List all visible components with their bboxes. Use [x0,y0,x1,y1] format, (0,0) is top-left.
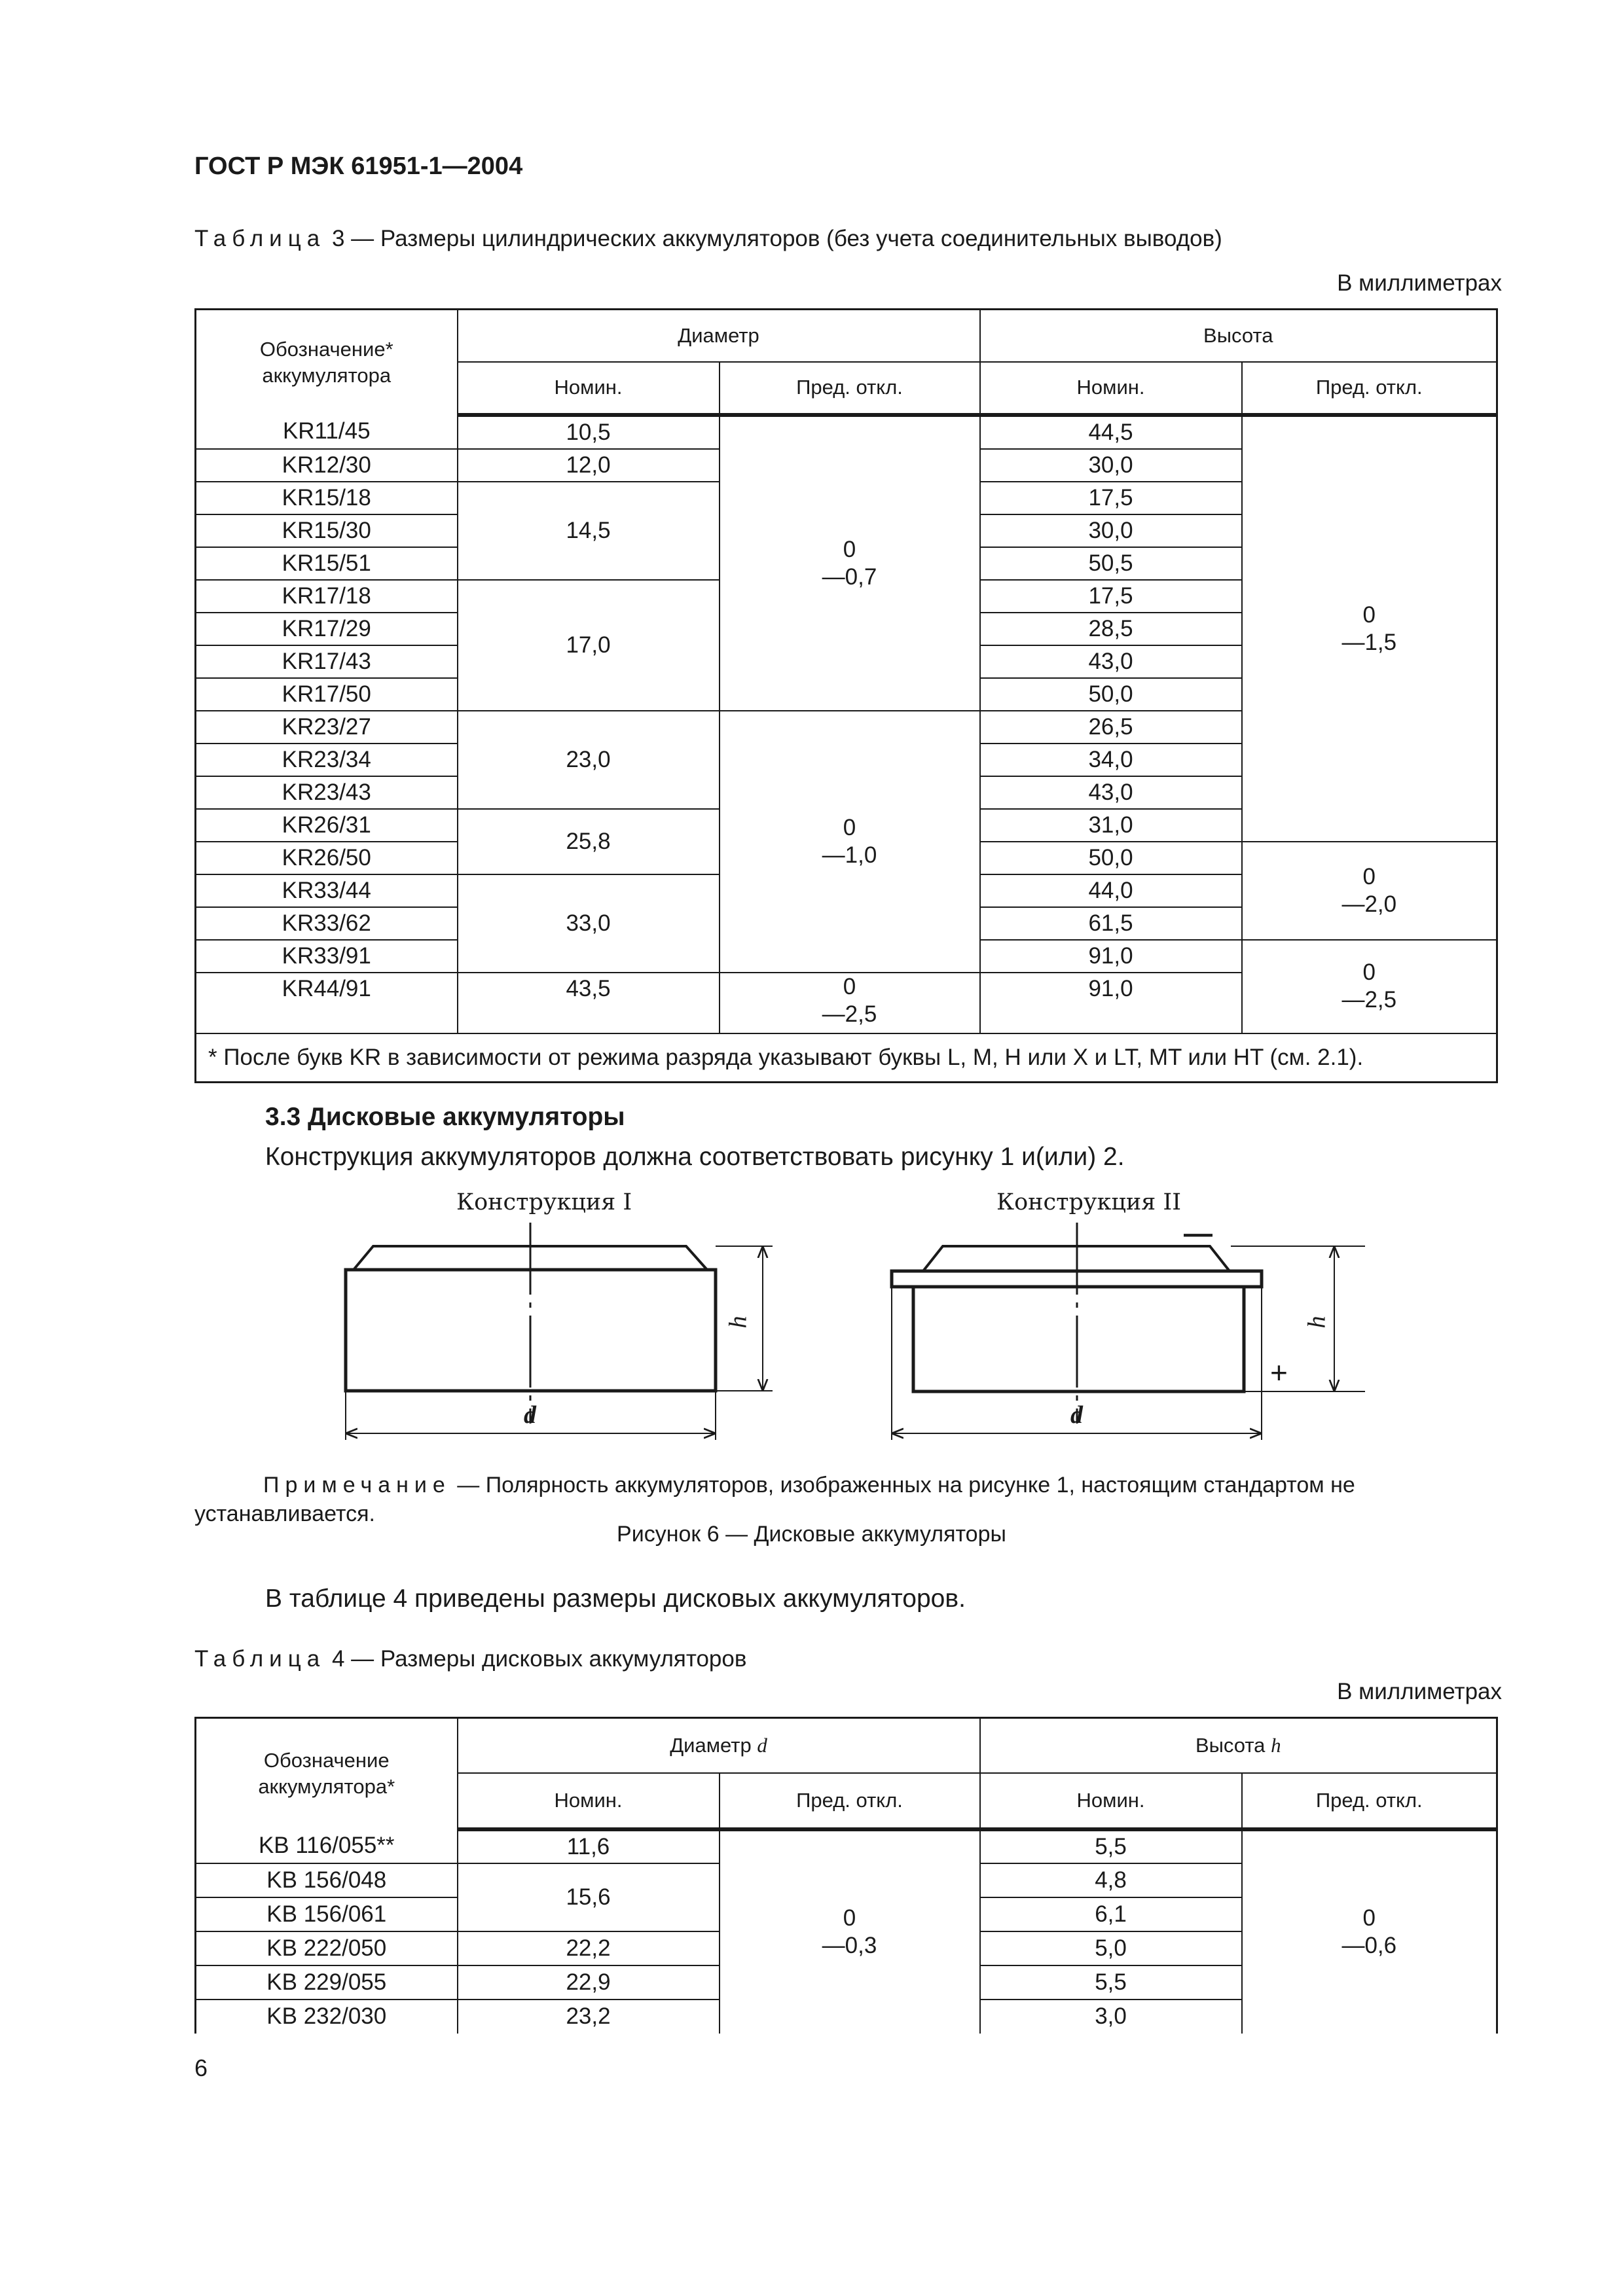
minus-terminal-icon: — [1184,1217,1213,1249]
table3-footnote: * После букв KR в зависимости от режима разряда указывают буквы L, M, H или X и LT, MT или HT (см. 2.1). [196,1033,1497,1083]
table-row: KR23/43 [196,776,458,809]
table4-label: Таблица [194,1646,326,1672]
construction-2-drawing [892,1223,1365,1440]
header-designation: Обозначение* аккумулятора [196,310,458,415]
height-nominal-cell: 44,5 [980,415,1242,449]
table-row: KR26/50 [196,842,458,874]
height-nominal-cell: 91,0 [980,940,1242,973]
tolerance-upper: 0 [843,1905,856,1931]
construction-1-label: Конструкция I [456,1189,632,1215]
diameter-nominal-cell: 14,5 [458,482,720,580]
height-label-2: h [1303,1316,1331,1329]
height-nominal-cell: 28,5 [980,613,1242,645]
height-nominal-cell: 17,5 [980,580,1242,613]
header-height-symbol: h [1271,1733,1281,1757]
height-nominal-cell: 3,0 [980,2000,1242,2034]
height-nominal-cell: 5,5 [980,1829,1242,1863]
note-label: Примечание [263,1473,451,1498]
table-row: KB 232/030 [196,2000,458,2034]
height-nominal-cell: 43,0 [980,645,1242,678]
diameter-nominal-cell: 23,0 [458,711,720,809]
table-row: KB 156/061 [196,1897,458,1931]
header-height [980,1718,1497,1773]
header-diameter-tolerance: Пред. откл. [720,362,980,415]
table-row: KR23/34 [196,744,458,776]
table4 [194,1717,1498,2034]
table-row: KR44/91 [196,973,458,1033]
construction-2-label: Конструкция II [996,1189,1182,1215]
diameter-nominal-cell: 33,0 [458,874,720,973]
diameter-nominal-cell: 15,6 [458,1863,720,1931]
header-diameter-symbol: d [757,1733,767,1757]
table-row: KR33/44 [196,874,458,907]
diameter-tolerance-cell [720,1829,980,2034]
table-row: KB 229/055 [196,1965,458,2000]
height-nominal-cell: 61,5 [980,907,1242,940]
table-row: KR15/18 [196,482,458,514]
tolerance-upper: 0 [843,814,856,840]
header-diameter-label: Диаметр [670,1733,752,1757]
header-height-nominal: Номин. [980,1773,1242,1829]
header-diameter-nominal: Номин. [458,362,720,415]
table-row: KR33/62 [196,907,458,940]
table-row: KR17/50 [196,678,458,711]
figure-caption: Рисунок 6 — Дисковые аккумуляторы [617,1522,1006,1547]
section-title: 3.3 Дисковые аккумуляторы [265,1103,625,1131]
document-header: ГОСТ Р МЭК 61951-1—2004 [194,152,523,180]
table4-units: В миллиметрах [1337,1679,1502,1704]
diameter-nominal-cell: 22,2 [458,1931,720,1965]
table-row: KR33/91 [196,940,458,973]
tolerance-lower: —1,5 [1341,629,1397,655]
table-row: KR17/43 [196,645,458,678]
tolerance-upper: 0 [843,973,856,999]
height-label-1: h [724,1316,752,1329]
note-text: — Полярность аккумуляторов, изображенных на рисунке 1, настоящим стандартом не устанавливается. [194,1473,1355,1526]
diameter-nominal-cell: 10,5 [458,415,720,449]
diameter-label-1: d [524,1401,536,1429]
header-height-tolerance: Пред. откл. [1242,362,1497,415]
table-row: KB 116/055** [196,1829,458,1863]
height-nominal-cell: 30,0 [980,449,1242,482]
figure-note [194,1471,1497,1528]
tolerance-upper: 0 [1362,1905,1376,1931]
tolerance-lower: —0,6 [1341,1933,1397,1958]
tolerance-upper: 0 [1362,601,1376,628]
page-number: 6 [194,2054,208,2081]
height-nominal-cell: 30,0 [980,514,1242,547]
height-nominal-cell: 6,1 [980,1897,1242,1931]
height-nominal-cell: 5,5 [980,1965,1242,2000]
table-row: KB 156/048 [196,1863,458,1897]
diameter-label-2: d [1070,1401,1083,1429]
height-tolerance-cell [1242,1829,1497,2034]
tolerance-lower: —2,5 [822,1001,877,1027]
height-nominal-cell: 50,0 [980,678,1242,711]
construction-1-drawing [346,1223,773,1440]
header-height-nominal: Номин. [980,362,1242,415]
table4-caption [194,1646,746,1672]
table3-label: Таблица [194,226,326,251]
table-row: KR17/18 [196,580,458,613]
height-nominal-cell: 26,5 [980,711,1242,744]
header-diameter-nominal: Номин. [458,1773,720,1829]
height-nominal-cell: 34,0 [980,744,1242,776]
table4-intro: В таблице 4 приведены размеры дисковых аккумуляторов. [265,1585,966,1613]
height-nominal-cell: 31,0 [980,809,1242,842]
header-diameter: Диаметр [458,310,980,362]
height-nominal-cell: 50,0 [980,842,1242,874]
tolerance-upper: 0 [1362,960,1376,985]
table-row: KR17/29 [196,613,458,645]
table4-title: 4 — Размеры дисковых аккумуляторов [331,1646,747,1672]
header-height-tolerance: Пред. откл. [1242,1773,1497,1829]
header-diameter [458,1718,980,1773]
header-designation: Обозначение аккумулятора* [196,1718,458,1829]
plus-terminal-icon: + [1270,1355,1288,1390]
header-height-label: Высота [1195,1733,1266,1757]
height-nominal-cell: 4,8 [980,1863,1242,1897]
table-row: KR15/30 [196,514,458,547]
diameter-nominal-cell: 43,5 [458,973,720,1033]
header-diameter-tolerance: Пред. откл. [720,1773,980,1829]
table-row: KB 222/050 [196,1931,458,1965]
diameter-nominal-cell: 22,9 [458,1965,720,2000]
height-nominal-cell: 17,5 [980,482,1242,514]
table-row: KR11/45 [196,415,458,449]
table-row: KR23/27 [196,711,458,744]
tolerance-upper: 0 [1362,863,1376,889]
diameter-nominal-cell: 17,0 [458,580,720,711]
tolerance-lower: —1,0 [822,842,877,868]
height-nominal-cell: 91,0 [980,973,1242,1033]
diameter-nominal-cell: 12,0 [458,449,720,482]
diameter-nominal-cell: 11,6 [458,1829,720,1863]
tolerance-lower: —2,0 [1341,891,1397,917]
tolerance-lower: —0,7 [822,564,877,590]
diameter-nominal-cell: 25,8 [458,809,720,874]
height-nominal-cell: 50,5 [980,547,1242,580]
diameter-nominal-cell: 23,2 [458,2000,720,2034]
tolerance-lower: —0,3 [822,1933,877,1958]
table3-title: 3 — Размеры цилиндрических аккумуляторов (без учета соединительных выводов) [331,226,1222,251]
tolerance-lower: —2,5 [1341,987,1397,1013]
header-height: Высота [980,310,1497,362]
table3-units: В миллиметрах [1337,270,1502,296]
table-row: KR15/51 [196,547,458,580]
section-text: Конструкция аккумуляторов должна соответствовать рисунку 1 и(или) 2. [265,1143,1125,1171]
height-nominal-cell: 43,0 [980,776,1242,809]
height-nominal-cell: 44,0 [980,874,1242,907]
height-nominal-cell: 5,0 [980,1931,1242,1965]
tolerance-upper: 0 [843,536,856,562]
table-row: KR12/30 [196,449,458,482]
table-row: KR26/31 [196,809,458,842]
